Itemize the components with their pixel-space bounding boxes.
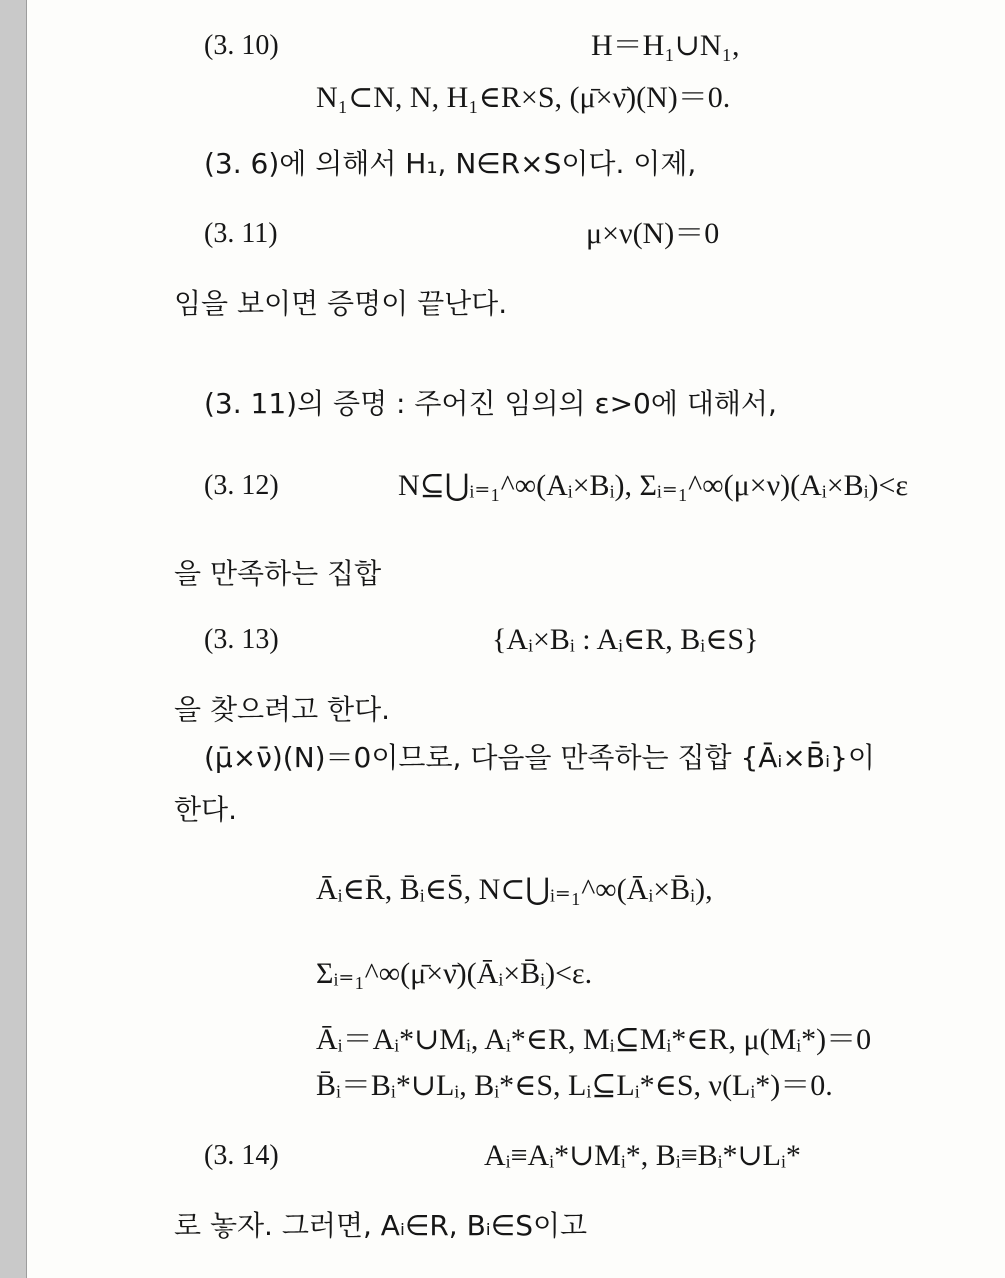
text-line: (3. 6)에 의해서 H₁, N∈R×S이다. 이제, (204, 147, 697, 180)
equation-3-13: {Aᵢ×Bᵢ : Aᵢ∈R, Bᵢ∈S} (492, 623, 759, 656)
equation-number: (3. 14) (204, 1140, 279, 1171)
document-page (26, 0, 1005, 1278)
text-line: 을 찾으려고 한다. (174, 693, 391, 726)
equation-3-14: Aᵢ≡Aᵢ*∪Mᵢ*, Bᵢ≡Bᵢ*∪Lᵢ* (484, 1139, 801, 1172)
condition-line: B̄ᵢ＝Bᵢ*∪Lᵢ, Bᵢ*∈S, Lᵢ⊆Lᵢ*∈S, ν(Lᵢ*)＝0. (316, 1069, 833, 1102)
page-gutter (0, 0, 27, 1278)
condition-line: Σᵢ₌₁^∞(μ̄×ν̄)(Āᵢ×B̄ᵢ)<ε. (316, 957, 593, 990)
equation-number: (3. 11) (204, 218, 278, 249)
equation-number: (3. 10) (204, 30, 279, 61)
condition-line: Āᵢ∈R̄, B̄ᵢ∈S̄, N⊂⋃ᵢ₌₁^∞(Āᵢ×B̄ᵢ), (316, 873, 713, 906)
text-line: 임을 보이면 증명이 끝난다. (174, 287, 508, 320)
equation-3-11: μ×ν(N)＝0 (586, 217, 720, 250)
text-line: 한다. (174, 793, 237, 826)
equation-3-10: H＝H₁∪N₁, (591, 29, 740, 62)
equation-3-12: N⊆⋃ᵢ₌₁^∞(Aᵢ×Bᵢ), Σᵢ₌₁^∞(μ×ν)(Aᵢ×Bᵢ)<ε (398, 469, 909, 502)
equation-number: (3. 12) (204, 470, 279, 501)
condition-line: Āᵢ＝Aᵢ*∪Mᵢ, Aᵢ*∈R, Mᵢ⊆Mᵢ*∈R, μ(Mᵢ*)＝0 (316, 1023, 872, 1056)
text-line: (3. 11)의 증명 : 주어진 임의의 ε>0에 대해서, (204, 387, 777, 420)
text-line: 로 놓자. 그러면, Aᵢ∈R, Bᵢ∈S이고 (174, 1209, 588, 1242)
text-line: (μ̄×ν̄)(N)＝0이므로, 다음을 만족하는 집합 {Āᵢ×B̄ᵢ}이 (204, 741, 875, 774)
text-line: 을 만족하는 집합 (174, 557, 382, 590)
equation-number: (3. 13) (204, 624, 279, 655)
equation-3-10-conditions: N₁⊂N, N, H₁∈R×S, (μ̄×ν̄)(N)＝0. (316, 81, 731, 114)
